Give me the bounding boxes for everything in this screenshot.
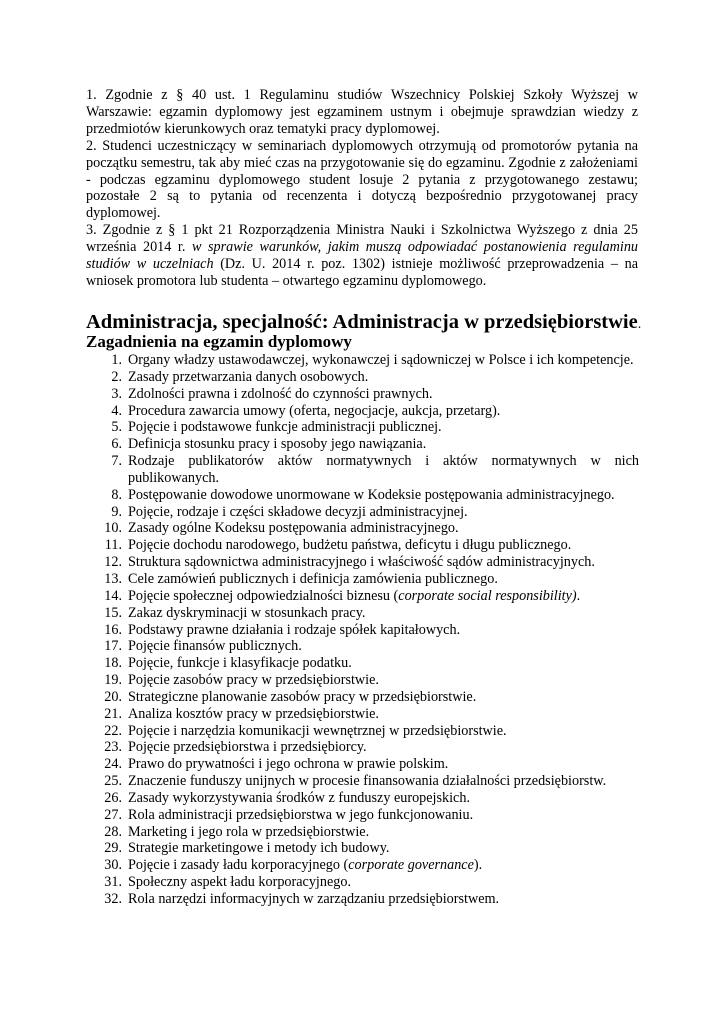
list-item-number: 9. [111,503,122,520]
list-item-main-text: Rola narzędzi informacyjnych w zarządzaniu przedsiębiorstwem. [128,891,500,907]
list-item [94,840,639,857]
list-item-number: 13. [104,570,122,587]
list-item-number: 32. [104,891,122,907]
list-item-text [128,773,639,790]
list-item-number: 29. [104,840,122,857]
list-item-main-text: Zasady wykorzystywania środków z funduszy europejskich. [128,789,470,806]
list-item-italic-term: corporate social responsibility) [398,587,577,604]
list-item-text [128,689,639,706]
list-item-main-text: Pojęcie zasobów pracy w przedsiębiorstwie. [128,672,379,689]
list-item-number: 18. [104,655,122,672]
list-item-text [128,857,639,874]
list-item [94,487,639,504]
list-item-number: 3. [111,385,122,402]
list-item-main-text: Pojęcie i narzędzia komunikacji wewnętrznej w przedsiębiorstwie. [128,722,507,739]
list-item [94,824,639,841]
list-item-text [128,638,639,655]
list-item-main-text: Definicja stosunku pracy i sposoby jego nawiązania. [128,436,427,453]
list-item-main-text: Strategie marketingowe i metody ich budowy. [128,840,390,857]
list-item-main-text: Rodzaje publikatorów aktów normatywnych i aktów normatywnych w nich publikowanych. [128,453,639,486]
list-item-number: 4. [111,402,122,419]
intro-paragraph-3-end: (Dz. U. 2014 r. poz. 1302) istnieje możliwość przeprowadzenia – na wniosek promotora lub studenta – otwartego egzaminu dyplomowego. [86,256,638,289]
list-item-main-text: Marketing i jego rola w przedsiębiorstwie. [128,823,370,840]
list-item-number: 17. [104,638,122,655]
list-item-text [128,891,639,908]
list-item [94,436,639,453]
list-item-text [128,874,639,891]
list-item [94,689,639,706]
list-item-main-text: Struktura sądownictwa administracyjnego i właściwość sądów administracyjnych. [128,554,595,571]
section-title-text: Administracja, specjalność: Administracja w przedsiębiorstwie [86,311,638,333]
list-item [94,419,639,436]
list-item [94,706,639,723]
list-item [94,453,639,487]
list-item-number: 19. [104,672,122,689]
list-item-text [128,756,639,773]
list-item-main-text: Rola administracji przedsiębiorstwa w jego funkcjonowaniu. [128,806,474,823]
intro-paragraph-3-start: 3. Zgodnie z § 1 pkt 21 Rozporządzenia Ministra Nauki i Szkolnictwa Wyższego z dnia 25 września 2014 r. [86,222,638,256]
list-item-number: 14. [104,587,122,604]
list-item [94,369,639,386]
list-item-number: 27. [104,806,122,823]
list-item-main-text: Społeczny aspekt ładu korporacyjnego. [128,874,351,891]
list-item-text [128,352,639,369]
list-item [94,554,639,571]
regulation-title: w sprawie warunków, jakim muszą odpowiadać postanowienia regulaminu studiów w uczelniach [86,239,639,273]
list-item [94,756,639,773]
list-item-number: 23. [104,739,122,756]
section-subtitle: Zagadnienia na egzamin dyplomowy [86,332,352,351]
section-title-suffix: . [637,317,642,332]
list-item-number: 15. [104,604,122,621]
list-item-text [128,723,639,740]
list-item-number: 22. [104,722,122,739]
list-item [94,739,639,756]
list-item-number: 21. [104,705,122,722]
list-item-trailing: . [576,587,581,604]
list-item-trailing: ). [473,857,483,874]
intro-paragraph-3 [86,222,638,290]
list-item-main-text: Pojęcie, funkcje i klasyfikacje podatku. [128,655,352,672]
list-item-text [128,739,639,756]
list-item-main-text: Procedura zawarcia umowy (oferta, negocjacje, aukcja, przetarg). [128,402,501,419]
list-item-main-text: Zdolności prawna i zdolność do czynności prawnych. [128,385,433,402]
list-item-number: 25. [104,773,122,790]
list-item-number: 26. [104,789,122,806]
list-item-text [128,588,639,605]
list-item-text [128,453,639,487]
list-item [94,672,639,689]
list-item-text [128,605,639,622]
list-item [94,504,639,521]
list-item-main-text: Prawo do prywatności i jego ochrona w prawie polskim. [128,756,449,773]
list-item-number: 31. [104,874,122,891]
list-item [94,638,639,655]
list-item-main-text: Znaczenie funduszy unijnych w procesie finansowania działalności przedsiębiorstw. [128,773,607,790]
list-item-text [128,419,639,436]
list-item-text [128,554,639,571]
list-item-text [128,790,639,807]
list-item [94,807,639,824]
exam-topics-list [94,352,639,908]
list-item-text [128,403,639,420]
list-item-number: 6. [111,436,122,453]
list-item-main-text: Zasady ogólne Kodeksu postępowania administracyjnego. [128,520,459,537]
list-item [94,537,639,554]
intro-paragraph-1: 1. Zgodnie z § 40 ust. 1 Regulaminu studiów Wszechnicy Polskiej Szkoły Wyższej w Warszawie: egzamin dyplomowy jest egzaminem ustnym i obejmuje sprawdzian wiedzy z przedmiotów kierunkowych oraz tematyki pracy dyplomowej. [86,87,638,137]
list-item-text [128,807,639,824]
list-item-number: 12. [104,554,122,571]
list-item [94,622,639,639]
list-item-number: 16. [104,621,122,638]
list-item-text [128,655,639,672]
list-item-number: 1. [111,352,122,368]
list-item [94,352,639,369]
list-item [94,790,639,807]
list-item-text [128,436,639,453]
list-item-text [128,369,639,386]
list-item-main-text: Pojęcie dochodu narodowego, budżetu państwa, deficytu i długu publicznego. [128,537,572,554]
list-item-main-text: Pojęcie i podstawowe funkcje administracji publicznej. [128,419,442,436]
list-item-main-text: Pojęcie przedsiębiorstwa i przedsiębiorcy. [128,739,367,756]
list-item-number: 20. [104,688,122,705]
list-item-text [128,706,639,723]
list-item-text [128,672,639,689]
list-item-text [128,537,639,554]
list-item-main-text: Postępowanie dowodowe unormowane w Kodeksie postępowania administracyjnego. [128,486,615,503]
list-item-text [128,386,639,403]
list-item-text [128,840,639,857]
intro-paragraph-2: 2. Studenci uczestniczący w seminariach dyplomowych otrzymują od promotorów pytania na początku semestru, tak aby mieć czas na przygotowanie się do egzaminu. Zgodnie z założeniami - podczas egzaminu dyplomowego student losuje 2 pytania z przygotowanego zestawu; pozostałe 2 są to pytania od recenzenta i dotyczą bezpośrednio przygotowanej pracy dyplomowej. [86,137,638,222]
list-item-text [128,622,639,639]
list-item-main-text: Pojęcie, rodzaje i części składowe decyzji administracyjnej. [128,503,468,520]
list-item-main-text: Podstawy prawne działania i rodzaje spółek kapitałowych. [128,621,461,638]
list-item [94,403,639,420]
list-item-text [128,520,639,537]
list-item-number: 28. [104,823,122,840]
list-item-number: 5. [111,419,122,436]
list-item-number: 8. [111,486,122,503]
list-item [94,520,639,537]
list-item-text [128,504,639,521]
list-item [94,655,639,672]
list-item-number: 2. [111,368,122,385]
list-item-main-text: Organy władzy ustawodawczej, wykonawczej i sądowniczej w Polsce i ich kompetencje. [128,352,634,368]
list-item-main-text: Zakaz dyskryminacji w stosunkach pracy. [128,604,366,621]
list-item-main-text: Strategiczne planowanie zasobów pracy w przedsiębiorstwie. [128,688,477,705]
list-item-text [128,487,639,504]
list-item-number: 10. [104,520,122,537]
list-item-number: 24. [104,756,122,773]
intro-text [86,87,638,290]
list-item-text [128,824,639,841]
list-item-main-text: Analiza kosztów pracy w przedsiębiorstwie. [128,705,379,722]
list-item [94,891,639,908]
list-item [94,605,639,622]
list-item-number: 30. [104,857,122,874]
list-item-italic-term: corporate governance [348,857,474,874]
list-item-main-text: Pojęcie społecznej odpowiedzialności biznesu ( [128,587,399,604]
list-item [94,857,639,874]
list-item-main-text: Pojęcie finansów publicznych. [128,638,302,655]
list-item-number: 7. [111,453,122,470]
list-item [94,386,639,403]
list-item-number: 11. [104,537,122,554]
list-item-main-text: Zasady przetwarzania danych osobowych. [128,368,369,385]
list-item [94,571,639,588]
list-item [94,588,639,605]
list-item-main-text: Pojęcie i zasady ładu korporacyjnego ( [128,857,349,874]
list-item [94,874,639,891]
list-item-text [128,571,639,588]
list-item [94,723,639,740]
list-item-main-text: Cele zamówień publicznych i definicja zamówienia publicznego. [128,570,498,587]
list-item [94,773,639,790]
